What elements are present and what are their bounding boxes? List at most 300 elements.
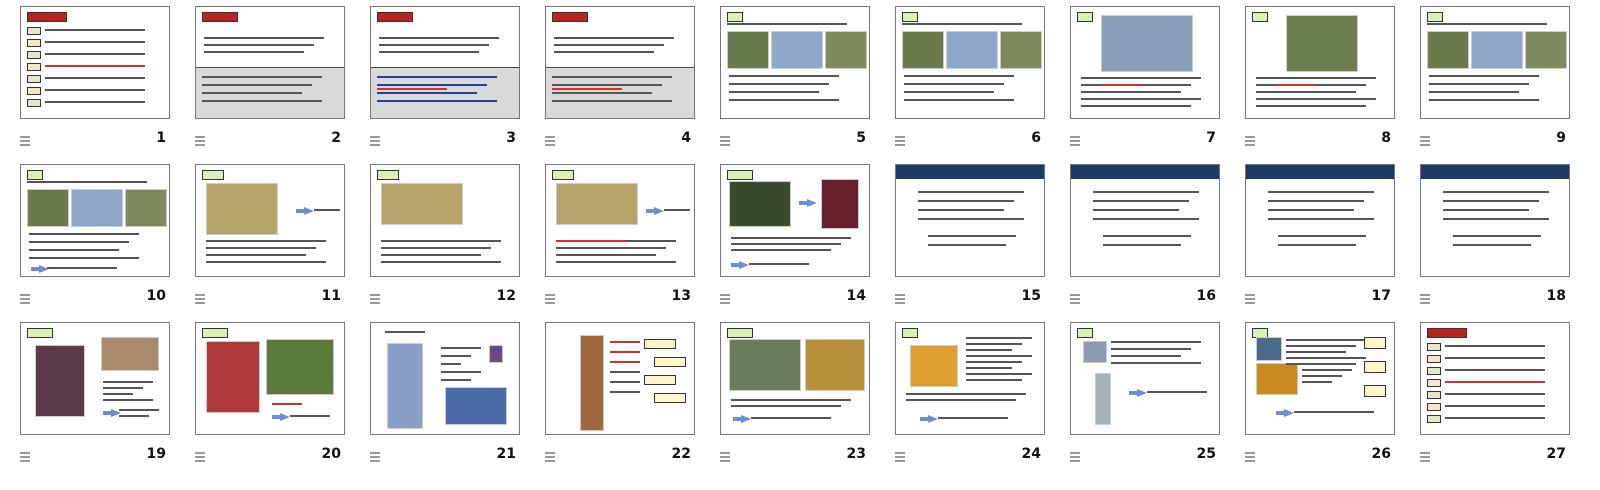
slide-preview[interactable] — [1245, 6, 1395, 119]
speaker-notes-icon — [370, 450, 384, 466]
text-line — [1268, 200, 1364, 202]
slide-photo — [1000, 31, 1042, 69]
text-line — [904, 75, 1014, 77]
speaker-notes-icon — [545, 134, 559, 150]
speaker-notes-icon — [1245, 292, 1259, 308]
slide-number: 2 — [331, 130, 341, 146]
text-line — [1445, 345, 1545, 347]
slide-thumbnail[interactable] — [195, 6, 345, 156]
text-line — [1443, 200, 1539, 202]
slide-thumbnail[interactable] — [1070, 164, 1220, 314]
slide-thumbnail[interactable] — [720, 6, 870, 156]
slide-preview[interactable] — [20, 322, 170, 435]
slide-photo — [556, 183, 638, 225]
speaker-notes-icon — [1245, 450, 1259, 466]
gray-panel — [371, 67, 519, 118]
slide-thumbnail[interactable] — [545, 6, 695, 156]
text-line — [1286, 345, 1356, 347]
slide-title-tag — [202, 12, 238, 22]
speaker-notes-icon — [1070, 134, 1084, 150]
gray-panel — [546, 67, 694, 118]
text-line — [751, 417, 831, 419]
slide-photo — [206, 183, 278, 235]
text-line — [1429, 91, 1519, 93]
slide-title-tag — [1077, 12, 1093, 22]
slide-photo — [1471, 31, 1523, 69]
slide-thumbnail[interactable] — [545, 322, 695, 472]
text-line — [1256, 105, 1366, 107]
text-line — [1081, 77, 1201, 79]
slide-number: 21 — [496, 446, 516, 462]
slide-preview[interactable] — [370, 6, 520, 119]
bullet-box — [27, 63, 41, 71]
speaker-notes-icon — [1420, 292, 1434, 308]
slide-number: 26 — [1371, 446, 1391, 462]
callout-box — [654, 393, 686, 403]
text-line — [103, 387, 143, 389]
text-line — [27, 181, 147, 183]
slide-thumbnail[interactable] — [1245, 322, 1395, 472]
highlight-line — [377, 88, 447, 90]
speaker-notes-icon — [1420, 134, 1434, 150]
text-line — [552, 84, 662, 86]
speaker-notes-icon — [20, 450, 34, 466]
text-line — [1445, 417, 1545, 419]
bullet-box — [27, 99, 41, 107]
slide-preview[interactable] — [545, 6, 695, 119]
text-line — [1268, 218, 1374, 220]
bullet-box — [27, 39, 41, 47]
slide-photo — [902, 31, 944, 69]
text-line — [729, 99, 839, 101]
callout-box — [1364, 385, 1386, 397]
text-line — [45, 89, 145, 91]
text-line — [904, 91, 994, 93]
text-line — [1427, 23, 1547, 25]
slide-photo — [805, 339, 865, 391]
slide-preview[interactable] — [20, 164, 170, 277]
text-line — [1111, 362, 1201, 364]
text-line — [731, 237, 851, 239]
arrow-right-icon — [807, 199, 817, 207]
text-line — [727, 23, 847, 25]
text-line — [729, 91, 819, 93]
text-line — [610, 371, 640, 373]
text-line — [379, 37, 499, 39]
highlight-line — [1276, 84, 1316, 86]
text-line — [204, 44, 314, 46]
slide-photo — [825, 31, 867, 69]
slide-title-tag — [27, 12, 67, 22]
slide-preview[interactable] — [195, 164, 345, 277]
slide-number: 14 — [846, 288, 866, 304]
slide-preview[interactable] — [370, 164, 520, 277]
slide-preview[interactable] — [370, 322, 520, 435]
speaker-notes-icon — [720, 134, 734, 150]
text-line — [610, 391, 640, 393]
text-line — [1294, 411, 1374, 413]
slide-number: 13 — [671, 288, 691, 304]
text-line — [966, 379, 1022, 381]
text-line — [377, 92, 477, 94]
slide-thumbnail[interactable] — [20, 164, 170, 314]
slide-title-tag — [727, 12, 743, 22]
text-line — [45, 65, 145, 67]
slide-number: 24 — [1021, 446, 1041, 462]
callout-box — [1364, 337, 1386, 349]
bullet-box — [1427, 391, 1441, 399]
slide-photo — [445, 387, 507, 425]
slide-number: 12 — [496, 288, 516, 304]
slide-number: 23 — [846, 446, 866, 462]
highlight-line — [272, 403, 302, 405]
arrow-shaft — [31, 267, 39, 271]
text-line — [103, 399, 153, 401]
slide-number: 4 — [681, 130, 691, 146]
text-line — [731, 249, 831, 251]
slide-thumbnail[interactable] — [1070, 322, 1220, 472]
text-line — [314, 209, 340, 211]
slide-preview[interactable] — [20, 6, 170, 119]
text-line — [918, 209, 1004, 211]
arrow-shaft — [731, 263, 739, 267]
arrow-right-icon — [280, 413, 290, 421]
slide-preview[interactable] — [720, 164, 870, 277]
speaker-notes-icon — [195, 292, 209, 308]
text-line — [749, 263, 809, 265]
bullet-box — [1427, 355, 1441, 363]
text-line — [377, 100, 497, 102]
text-line — [202, 92, 302, 94]
slide-thumbnail[interactable] — [370, 164, 520, 314]
text-line — [379, 44, 489, 46]
slide-sorter-grid — [20, 6, 1585, 486]
slide-preview[interactable] — [1070, 322, 1220, 435]
text-line — [1103, 235, 1191, 237]
text-line — [966, 343, 1022, 345]
slide-number: 8 — [1381, 130, 1391, 146]
banner-title — [896, 165, 1044, 179]
slide-thumbnail[interactable] — [720, 164, 870, 314]
text-line — [204, 37, 324, 39]
text-line — [29, 233, 139, 235]
callout-box — [654, 357, 686, 367]
banner-title — [1246, 165, 1394, 179]
bullet-box — [27, 27, 41, 35]
text-line — [1429, 83, 1529, 85]
slide-thumbnail[interactable] — [895, 6, 1045, 156]
text-line — [441, 371, 481, 373]
text-line — [729, 75, 839, 77]
text-line — [731, 399, 851, 401]
slide-number: 11 — [321, 288, 341, 304]
text-line — [1081, 98, 1201, 100]
bullet-box — [27, 75, 41, 83]
text-line — [119, 415, 149, 417]
text-line — [381, 254, 481, 256]
text-line — [377, 84, 487, 86]
speaker-notes-icon — [545, 292, 559, 308]
text-line — [206, 240, 326, 242]
speaker-notes-icon — [720, 450, 734, 466]
slide-preview[interactable] — [195, 322, 345, 435]
slide-photo — [266, 339, 334, 395]
slide-thumbnail[interactable] — [370, 322, 520, 472]
callout-box — [644, 339, 676, 349]
text-line — [206, 247, 316, 249]
slide-title-tag — [552, 12, 588, 22]
text-line — [1111, 348, 1191, 350]
text-line — [1093, 200, 1189, 202]
slide-title-tag — [202, 170, 224, 180]
text-line — [441, 363, 461, 365]
banner-title — [1071, 165, 1219, 179]
slide-photo — [1525, 31, 1567, 69]
slide-preview[interactable] — [1245, 322, 1395, 435]
slide-title-tag — [727, 170, 753, 180]
slide-photo — [381, 183, 463, 225]
text-line — [29, 257, 139, 259]
slide-thumbnail[interactable] — [1420, 164, 1570, 314]
slide-photo — [910, 345, 958, 387]
text-line — [1111, 341, 1201, 343]
text-line — [1147, 391, 1207, 393]
text-line — [45, 53, 145, 55]
text-line — [1302, 369, 1352, 371]
slide-thumbnail[interactable] — [20, 6, 170, 156]
text-line — [1286, 339, 1366, 341]
slide-preview[interactable] — [895, 164, 1045, 277]
bullet-box — [1427, 379, 1441, 387]
slide-title-tag — [27, 170, 43, 180]
speaker-notes-icon — [195, 134, 209, 150]
arrow-right-icon — [741, 415, 751, 423]
slide-thumbnail[interactable] — [195, 164, 345, 314]
slide-preview[interactable] — [1070, 6, 1220, 119]
arrow-shaft — [272, 415, 280, 419]
text-line — [45, 41, 145, 43]
slide-preview[interactable] — [895, 322, 1045, 435]
slide-number: 19 — [146, 446, 166, 462]
slide-title-tag — [377, 12, 413, 22]
slide-number: 7 — [1206, 130, 1216, 146]
slide-photo — [1256, 337, 1282, 361]
text-line — [1081, 91, 1181, 93]
slide-photo — [101, 337, 159, 371]
text-line — [552, 100, 672, 102]
text-line — [1103, 244, 1181, 246]
speaker-notes-icon — [370, 134, 384, 150]
text-line — [29, 249, 119, 251]
slide-preview[interactable] — [195, 6, 345, 119]
slide-photo — [489, 345, 503, 363]
text-line — [918, 200, 1014, 202]
text-line — [1268, 191, 1374, 193]
bullet-box — [1427, 403, 1441, 411]
slide-title-tag — [727, 328, 753, 338]
slide-thumbnail[interactable] — [370, 6, 520, 156]
text-line — [381, 240, 501, 242]
text-line — [906, 399, 1016, 401]
slide-thumbnail[interactable] — [1245, 164, 1395, 314]
arrow-right-icon — [1284, 409, 1294, 417]
slide-preview[interactable] — [1070, 164, 1220, 277]
callout-box — [1364, 361, 1386, 373]
slide-photo — [821, 179, 859, 229]
slide-number: 5 — [856, 130, 866, 146]
slide-preview[interactable] — [1245, 164, 1395, 277]
slide-thumbnail[interactable] — [720, 322, 870, 472]
speaker-notes-icon — [545, 450, 559, 466]
text-line — [202, 84, 312, 86]
slide-title-tag — [1427, 328, 1467, 338]
slide-thumbnail[interactable] — [895, 164, 1045, 314]
slide-title-tag — [202, 328, 228, 338]
slide-photo — [1256, 363, 1298, 395]
text-line — [554, 44, 664, 46]
text-line — [1445, 381, 1545, 383]
text-line — [729, 83, 829, 85]
slide-photo — [1286, 15, 1358, 72]
slide-number: 9 — [1556, 130, 1566, 146]
slide-preview[interactable] — [545, 322, 695, 435]
text-line — [1286, 351, 1346, 353]
slide-preview[interactable] — [1420, 322, 1570, 435]
text-line — [1443, 209, 1529, 211]
slide-thumbnail[interactable] — [1070, 6, 1220, 156]
text-line — [556, 254, 656, 256]
text-line — [1081, 105, 1191, 107]
slide-photo — [387, 343, 423, 429]
slide-thumbnail[interactable] — [545, 164, 695, 314]
bullet-box — [1427, 367, 1441, 375]
text-line — [45, 29, 145, 31]
speaker-notes-icon — [895, 450, 909, 466]
text-line — [441, 379, 471, 381]
text-line — [1443, 191, 1549, 193]
speaker-notes-icon — [20, 134, 34, 150]
arrow-right-icon — [654, 207, 664, 215]
slide-preview[interactable] — [1420, 164, 1570, 277]
slide-preview[interactable] — [895, 6, 1045, 119]
slide-title-tag — [902, 12, 918, 22]
slide-number: 17 — [1371, 288, 1391, 304]
highlight-line — [556, 240, 626, 242]
speaker-notes-icon — [895, 134, 909, 150]
slide-preview[interactable] — [1420, 6, 1570, 119]
slide-number: 10 — [146, 288, 166, 304]
slide-number: 3 — [506, 130, 516, 146]
highlight-line — [552, 88, 622, 90]
text-line — [29, 241, 129, 243]
text-line — [385, 331, 425, 333]
slide-thumbnail[interactable] — [195, 322, 345, 472]
text-line — [610, 351, 640, 353]
text-line — [1111, 355, 1181, 357]
text-line — [664, 209, 690, 211]
arrow-shaft — [103, 411, 111, 415]
slide-photo — [771, 31, 823, 69]
arrow-right-icon — [1137, 389, 1147, 397]
slide-number: 6 — [1031, 130, 1041, 146]
slide-title-tag — [902, 328, 918, 338]
slide-photo — [727, 31, 769, 69]
slide-photo — [729, 339, 801, 391]
text-line — [1286, 363, 1356, 365]
arrow-shaft — [1276, 411, 1284, 415]
text-line — [1093, 209, 1179, 211]
slide-thumbnail[interactable] — [895, 322, 1045, 472]
text-line — [918, 218, 1024, 220]
bullet-box — [27, 87, 41, 95]
text-line — [206, 254, 306, 256]
slide-photo — [35, 345, 85, 417]
text-line — [610, 341, 640, 343]
bullet-box — [1427, 343, 1441, 351]
text-line — [552, 92, 652, 94]
text-line — [1093, 191, 1199, 193]
text-line — [441, 347, 481, 349]
slide-title-tag — [552, 170, 574, 180]
text-line — [1302, 375, 1342, 377]
text-line — [441, 355, 471, 357]
slide-thumbnail[interactable] — [1420, 322, 1570, 472]
gray-panel — [196, 67, 344, 118]
speaker-notes-icon — [370, 292, 384, 308]
slide-number: 25 — [1196, 446, 1216, 462]
slide-photo — [1095, 373, 1111, 425]
text-line — [381, 261, 501, 263]
slide-title-tag — [27, 328, 53, 338]
slide-thumbnail[interactable] — [1245, 6, 1395, 156]
text-line — [1093, 218, 1199, 220]
arrow-shaft — [296, 209, 304, 213]
slide-title-tag — [1252, 12, 1268, 22]
text-line — [731, 405, 841, 407]
arrow-shaft — [799, 201, 807, 205]
highlight-line — [1101, 84, 1141, 86]
slide-preview[interactable] — [720, 6, 870, 119]
arrow-shaft — [733, 417, 741, 421]
text-line — [381, 247, 491, 249]
text-line — [1256, 77, 1376, 79]
slide-thumbnail[interactable] — [20, 322, 170, 472]
text-line — [204, 51, 304, 53]
text-line — [610, 361, 640, 363]
text-line — [1278, 235, 1366, 237]
text-line — [1429, 75, 1539, 77]
text-line — [610, 381, 640, 383]
slide-preview[interactable] — [545, 164, 695, 277]
slide-preview[interactable] — [720, 322, 870, 435]
text-line — [103, 381, 153, 383]
text-line — [377, 76, 497, 78]
slide-thumbnail[interactable] — [1420, 6, 1570, 156]
arrow-right-icon — [739, 261, 749, 269]
speaker-notes-icon — [1070, 292, 1084, 308]
text-line — [1286, 357, 1366, 359]
slide-photo — [946, 31, 998, 69]
text-line — [966, 373, 1032, 375]
slide-title-tag — [377, 170, 399, 180]
speaker-notes-icon — [720, 292, 734, 308]
text-line — [1445, 369, 1545, 371]
banner-title — [1421, 165, 1569, 179]
text-line — [904, 99, 1014, 101]
text-line — [556, 247, 666, 249]
slide-photo — [125, 189, 167, 227]
text-line — [1453, 244, 1531, 246]
